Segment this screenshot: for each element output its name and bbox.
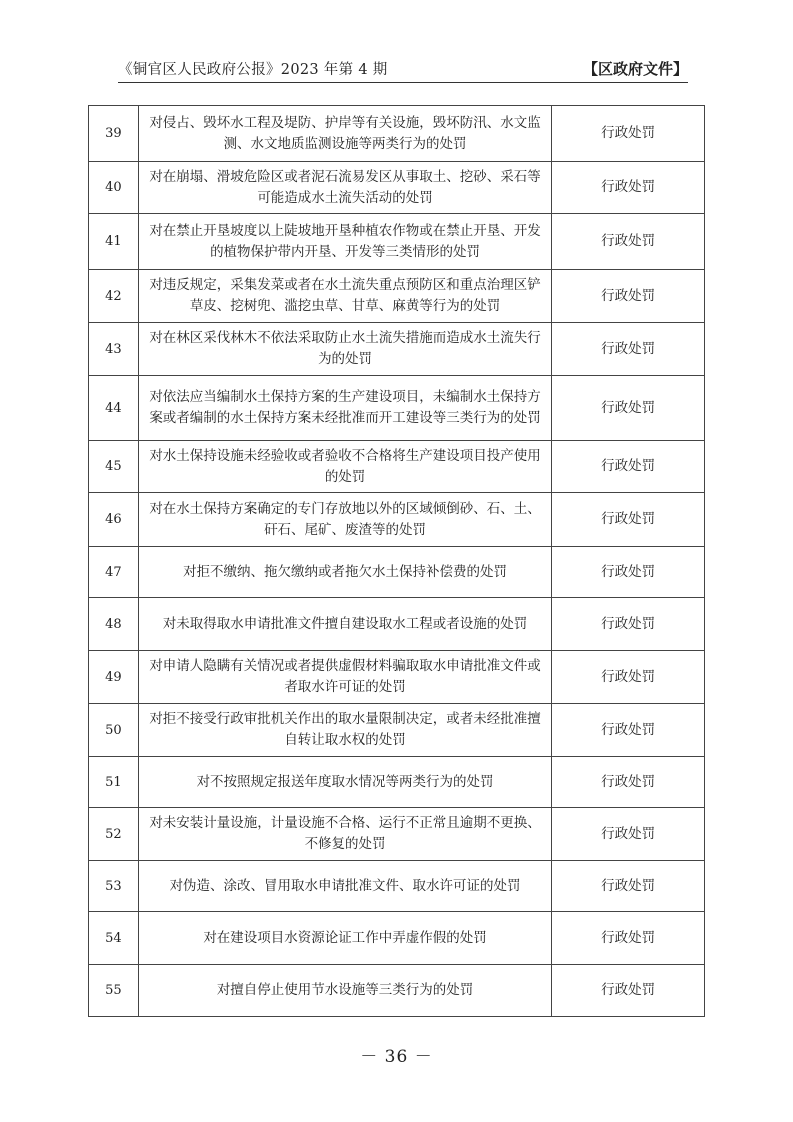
row-number: 44 — [89, 376, 139, 441]
row-category: 行政处罚 — [552, 808, 705, 861]
row-number: 41 — [89, 214, 139, 270]
table-row — [89, 757, 705, 808]
row-item: 对拒不接受行政审批机关作出的取水量限制决定，或者未经批准擅自转让取水权的处罚 — [138, 704, 551, 757]
row-number: 45 — [89, 441, 139, 493]
row-item: 对在水土保持方案确定的专门存放地以外的区域倾倒砂、石、土、矸石、尾矿、废渣等的处罚 — [138, 493, 551, 547]
page-number: － 36 － — [360, 1047, 433, 1067]
row-item: 对伪造、涂改、冒用取水申请批准文件、取水许可证的处罚 — [138, 861, 551, 912]
row-number: 43 — [89, 323, 139, 376]
row-item: 对不按照规定报送年度取水情况等两类行为的处罚 — [138, 757, 551, 808]
row-item: 对侵占、毁坏水工程及堤防、护岸等有关设施，毁坏防汛、水文监测、水文地质监测设施等两类行为的处罚 — [138, 106, 551, 162]
row-item: 对违反规定，采集发菜或者在水土流失重点预防区和重点治理区铲草皮、挖树兜、滥挖虫草、甘草、麻黄等行为的处罚 — [138, 270, 551, 323]
gazette-title: 《铜官区人民政府公报》2023 年第 4 期 — [118, 62, 388, 78]
penalty-table — [88, 105, 705, 1017]
row-number: 52 — [89, 808, 139, 861]
table-row — [89, 598, 705, 651]
row-number: 42 — [89, 270, 139, 323]
row-category: 行政处罚 — [552, 106, 705, 162]
row-number: 51 — [89, 757, 139, 808]
row-category: 行政处罚 — [552, 493, 705, 547]
table-row — [89, 162, 705, 214]
row-category: 行政处罚 — [552, 162, 705, 214]
row-category: 行政处罚 — [552, 214, 705, 270]
table-row — [89, 323, 705, 376]
row-item: 对在林区采伐林木不依法采取防止水土流失措施而造成水土流失行为的处罚 — [138, 323, 551, 376]
row-number: 47 — [89, 547, 139, 598]
table-row — [89, 704, 705, 757]
row-category: 行政处罚 — [552, 441, 705, 493]
row-category: 行政处罚 — [552, 376, 705, 441]
row-category: 行政处罚 — [552, 704, 705, 757]
row-number: 39 — [89, 106, 139, 162]
row-item: 对擅自停止使用节水设施等三类行为的处罚 — [138, 965, 551, 1017]
row-number: 49 — [89, 651, 139, 704]
row-item: 对未取得取水申请批准文件擅自建设取水工程或者设施的处罚 — [138, 598, 551, 651]
row-number: 50 — [89, 704, 139, 757]
table-row — [89, 441, 705, 493]
row-category: 行政处罚 — [552, 323, 705, 376]
row-item: 对水土保持设施未经验收或者验收不合格将生产建设项目投产使用的处罚 — [138, 441, 551, 493]
row-item: 对在禁止开垦坡度以上陡坡地开垦种植农作物或在禁止开垦、开发的植物保护带内开垦、开发等三类情形的处罚 — [138, 214, 551, 270]
row-category: 行政处罚 — [552, 861, 705, 912]
page-header — [118, 56, 688, 83]
row-category: 行政处罚 — [552, 270, 705, 323]
row-item: 对在崩塌、滑坡危险区或者泥石流易发区从事取土、挖砂、采石等可能造成水土流失活动的处罚 — [138, 162, 551, 214]
row-number: 46 — [89, 493, 139, 547]
row-number: 55 — [89, 965, 139, 1017]
row-category: 行政处罚 — [552, 912, 705, 965]
row-item: 对依法应当编制水土保持方案的生产建设项目，未编制水土保持方案或者编制的水土保持方案未经批准而开工建设等三类行为的处罚 — [138, 376, 551, 441]
table-row — [89, 214, 705, 270]
table-row — [89, 965, 705, 1017]
table-row — [89, 912, 705, 965]
table-row — [89, 106, 705, 162]
table-row — [89, 651, 705, 704]
row-number: 54 — [89, 912, 139, 965]
table-row — [89, 376, 705, 441]
table-row — [89, 547, 705, 598]
row-item: 对未安装计量设施，计量设施不合格、运行不正常且逾期不更换、不修复的处罚 — [138, 808, 551, 861]
row-number: 40 — [89, 162, 139, 214]
row-item: 对申请人隐瞒有关情况或者提供虚假材料骗取取水申请批准文件或者取水许可证的处罚 — [138, 651, 551, 704]
table-row — [89, 861, 705, 912]
row-item: 对在建设项目水资源论证工作中弄虚作假的处罚 — [138, 912, 551, 965]
table-row — [89, 270, 705, 323]
table-row — [89, 808, 705, 861]
row-category: 行政处罚 — [552, 651, 705, 704]
row-number: 53 — [89, 861, 139, 912]
section-label: 【区政府文件】 — [582, 60, 688, 78]
row-category: 行政处罚 — [552, 757, 705, 808]
table-row — [89, 493, 705, 547]
row-category: 行政处罚 — [552, 598, 705, 651]
row-number: 48 — [89, 598, 139, 651]
row-item: 对拒不缴纳、拖欠缴纳或者拖欠水土保持补偿费的处罚 — [138, 547, 551, 598]
row-category: 行政处罚 — [552, 965, 705, 1017]
row-category: 行政处罚 — [552, 547, 705, 598]
